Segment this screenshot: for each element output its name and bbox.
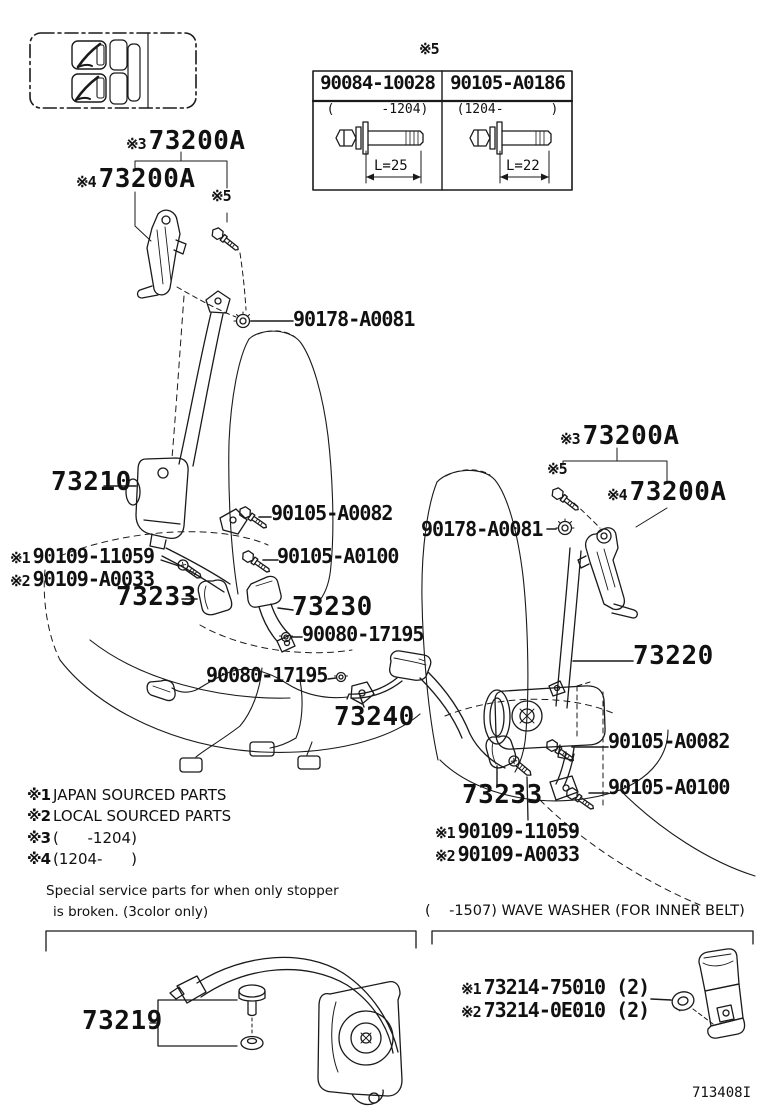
part-label-90105-a0100-right: 90105-A0100 (608, 775, 730, 799)
table-part-2: 90105-A0186 (450, 72, 565, 94)
part-label-90109-a0033-right: ※2 90109-A0033 (435, 842, 580, 866)
part-label-73240: 73240 (334, 702, 415, 732)
part-label-90178-left: 90178-A0081 (293, 307, 415, 331)
legend-line-2: ※2 LOCAL SOURCED PARTS (27, 807, 232, 825)
part-label-73230: 73230 (292, 592, 373, 622)
part-label-73210: 73210 (51, 467, 132, 497)
legend-line-4: ※4 (1204- ) (27, 850, 137, 868)
part-label-90080-17195-b: 90080-17195 (206, 663, 328, 687)
part-label-90109-11059-right: ※1 90109-11059 (435, 819, 580, 843)
part-label-73214-75010: ※1 73214-75010 (2) (461, 975, 650, 999)
part-label-90105-a0082-left: 90105-A0082 (271, 501, 393, 525)
special-service-text-2: is broken. (3color only) (53, 904, 209, 920)
part-label-90105-a0100-left: 90105-A0100 (277, 544, 399, 568)
part-label-73200a-s4-right: ※4 73200A (607, 477, 727, 507)
legend-line-1: ※1 JAPAN SOURCED PARTS (27, 786, 227, 804)
part-label-73220: 73220 (633, 641, 714, 671)
table-dim-1: L=25 (374, 158, 408, 174)
wave-washer-title: ( -1507) WAVE WASHER (FOR INNER BELT) (425, 903, 745, 919)
part-label-73233-right: 73233 (462, 780, 543, 810)
drawing-number: 713408I (692, 1085, 752, 1101)
car-top-view-icon (30, 33, 196, 108)
table-ref-5: ※5 (419, 40, 439, 58)
table-dim-2: L=22 (506, 158, 540, 174)
table-range-1: ( -1204) (326, 102, 429, 117)
part-label-90109-a0033-left: ※2 90109-A0033 (10, 567, 155, 591)
part-label-90080-17195-a: 90080-17195 (302, 622, 424, 646)
legend-line-3: ※3 ( -1204) (27, 829, 137, 847)
part-label-90109-11059-left: ※1 90109-11059 (10, 544, 155, 568)
part-label-90178-right: 90178-A0081 (421, 517, 543, 541)
special-service-text-1: Special service parts for when only stopper (46, 883, 339, 899)
part-label-73219: 73219 (82, 1006, 163, 1036)
part-label-73200a-s3-right: ※3 73200A (560, 421, 680, 451)
ref-label-s5-right: ※5 (547, 460, 567, 478)
part-label-73200a-s4-left: ※4 73200A (76, 164, 196, 194)
table-range-2: (1204- ) (456, 102, 559, 117)
part-label-90105-a0082-right: 90105-A0082 (608, 729, 730, 753)
part-label-73233-left: 73233 (116, 582, 197, 612)
part-label-73214-0e010: ※2 73214-0E010 (2) (461, 998, 650, 1022)
table-part-1: 90084-10028 (320, 72, 435, 94)
ref-label-s5-left: ※5 (211, 187, 231, 205)
part-label-73200a-s3-left: ※3 73200A (126, 126, 246, 156)
